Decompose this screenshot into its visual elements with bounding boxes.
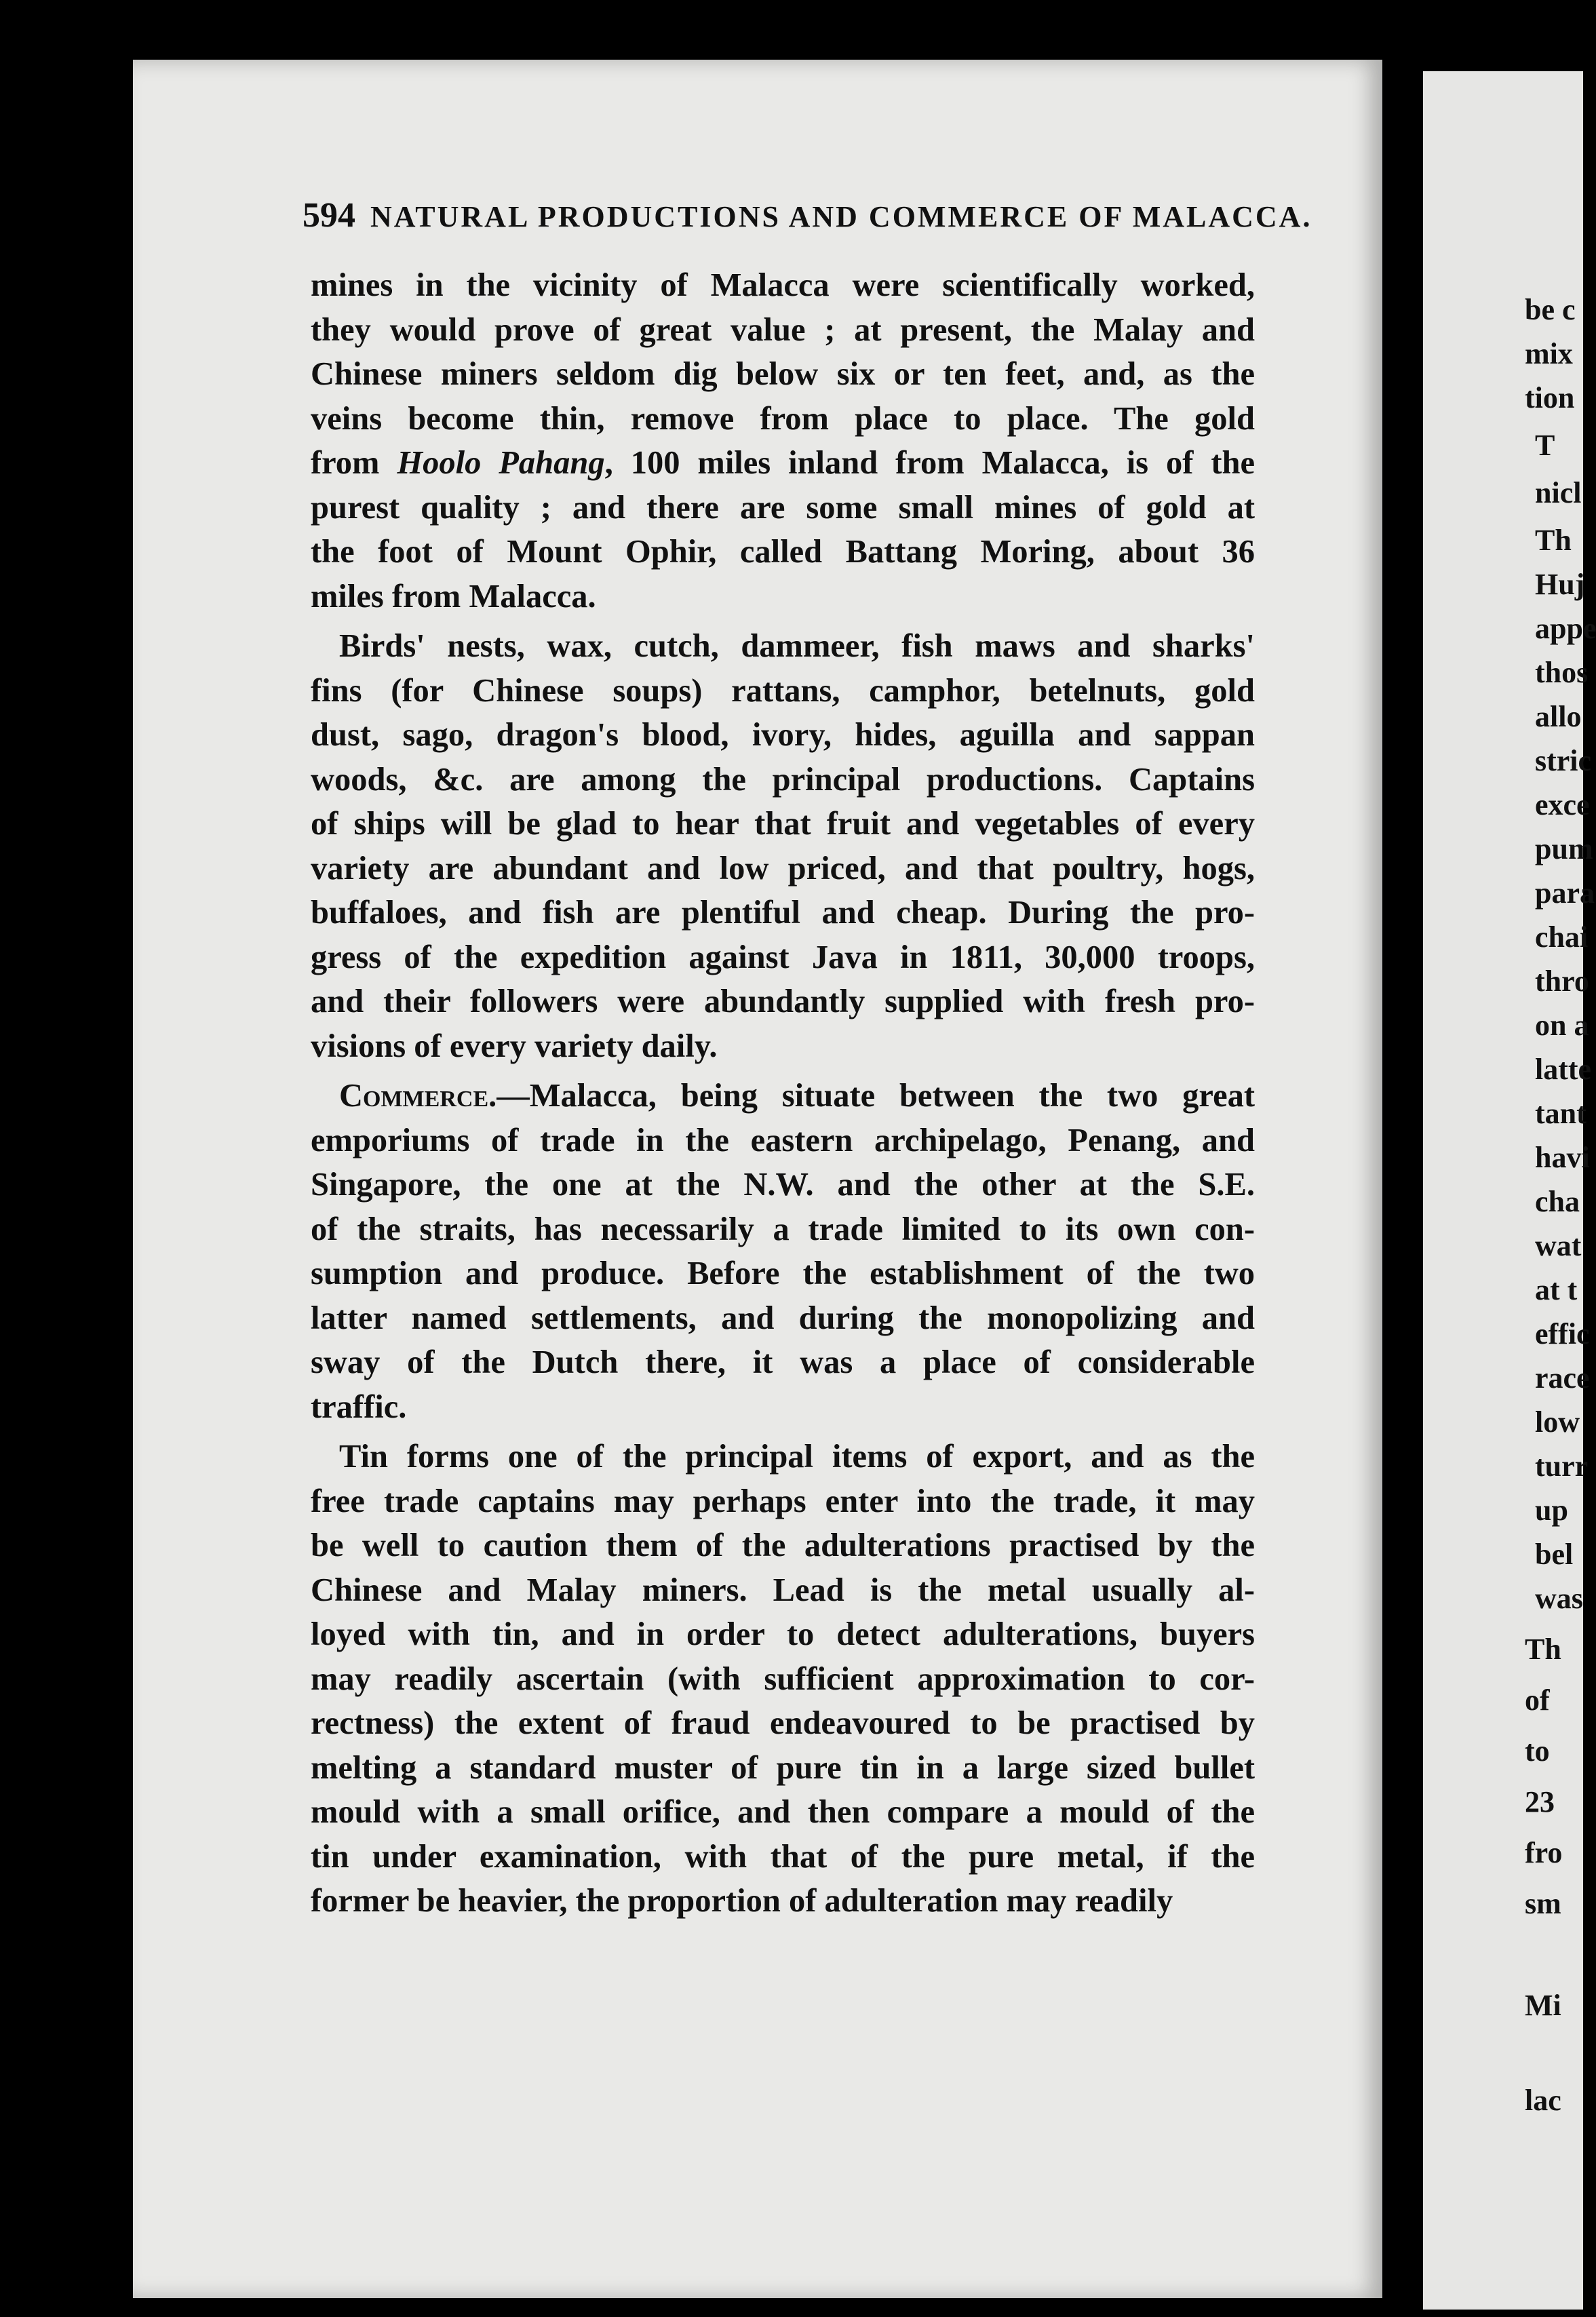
book-page (133, 60, 1382, 2298)
facing-page-fragment: up (1535, 1494, 1568, 1527)
text-line: Singapore, the one at the N.W. and the other at the S.E. (311, 1167, 1255, 1203)
facing-page-fragment: bel (1535, 1538, 1574, 1571)
running-header (303, 195, 1361, 235)
facing-page-fragment: chai (1535, 920, 1589, 954)
italic-place-name: Hoolo Pahang (397, 445, 605, 481)
facing-page-edge (1423, 71, 1596, 2310)
facing-page-fragment: at t (1535, 1273, 1578, 1306)
body-text (311, 263, 1255, 1924)
text-line: Birds' nests, wax, cutch, dammeer, fish maws and sharks' (339, 628, 1255, 664)
facing-page-fragment: turr (1535, 1449, 1589, 1483)
facing-page-fragment: lac (1525, 2084, 1561, 2117)
section-lead: Commerce. (339, 1078, 497, 1114)
text-line: from Hoolo Pahang, 100 miles inland from Malacca, is of the (311, 445, 1256, 481)
text-line: they would prove of great value ; at present, the Malay and (311, 311, 1255, 348)
facing-page-fragment: stric (1535, 744, 1592, 777)
facing-page-fragment: Th (1525, 1633, 1561, 1666)
text-line: the foot of Mount Ophir, called Battang Moring, about 36 (311, 534, 1255, 570)
text-line: be well to caution them of the adulterations practised by the (311, 1527, 1255, 1563)
text-line: Chinese and Malay miners. Lead is the metal usually al- (311, 1572, 1255, 1608)
text-line: dust, sago, dragon's blood, ivory, hides, aguilla and sappan (311, 717, 1255, 753)
book-gutter (1382, 0, 1423, 2317)
facing-page-fragment: tion (1525, 381, 1575, 414)
facing-page-fragment: tant (1535, 1097, 1587, 1130)
text-line: mines in the vicinity of Malacca were scientifically worked, (311, 267, 1255, 303)
facing-page-fragment: low (1535, 1405, 1580, 1439)
text-line: may readily ascertain (with sufficient approximation to cor- (311, 1660, 1255, 1697)
facing-page-fragment: fro (1525, 1836, 1563, 1869)
text-line: emporiums of trade in the eastern archipelago, Penang, and (311, 1122, 1255, 1158)
text-line: buffaloes, and fish are plentiful and cheap. During the pro- (311, 895, 1255, 931)
text-line: sway of the Dutch there, it was a place of considerable (311, 1344, 1255, 1380)
text-line: variety are abundant and low priced, and that poultry, hogs, (311, 850, 1255, 887)
paragraph (311, 1074, 1255, 1429)
facing-page-fragment: para (1535, 876, 1595, 910)
page-number: 594 (303, 196, 355, 235)
text-line: Commerce.—Malacca, being situate between the two great (339, 1078, 1255, 1114)
paragraph (311, 1435, 1255, 1924)
text-line: former be heavier, the proportion of adulteration may readily (311, 1883, 1173, 1919)
facing-page-fragment: Th (1535, 524, 1572, 557)
text-line: and their followers were abundantly supplied with fresh pro- (311, 984, 1255, 1019)
facing-page-fragment: effic (1535, 1317, 1590, 1350)
facing-page-fragment: be c (1525, 293, 1576, 326)
facing-page-fragment: Huj (1535, 568, 1585, 601)
facing-page-fragment: wat (1535, 1229, 1582, 1262)
facing-page-fragment: race (1535, 1361, 1590, 1395)
text-line: loyed with tin, and in order to detect adulterations, buyers (311, 1616, 1255, 1652)
text-line: rectness) the extent of fraud endeavoured to be practised by (311, 1705, 1255, 1741)
paragraph (311, 263, 1255, 619)
text-line: miles from Malacca. (311, 578, 596, 615)
text-line: purest quality ; and there are some small mines of gold at (311, 489, 1255, 526)
text-line: melting a standard muster of pure tin in a large sized bullet (311, 1749, 1255, 1786)
text-line: visions of every variety daily. (311, 1028, 718, 1064)
facing-page-fragment: 23 (1525, 1785, 1555, 1818)
text-line: tin under examination, with that of the pure metal, if the (311, 1838, 1255, 1875)
facing-page-fragment: exce (1535, 788, 1590, 821)
facing-page-fragment: latte (1535, 1053, 1592, 1086)
text-line: veins become thin, remove from place to place. The gold (311, 400, 1255, 437)
text-line: gress of the expedition against Java in 1811, 30,000 troops, (311, 939, 1255, 975)
facing-page-fragment: on a (1535, 1009, 1589, 1042)
text-line: of ships will be glad to hear that fruit and vegetables of every (311, 806, 1255, 842)
text-line: latter named settlements, and during the monopolizing and (311, 1300, 1255, 1336)
facing-page-fragment: thro (1535, 965, 1589, 998)
facing-page-fragment: thos (1535, 656, 1589, 689)
text-line: Chinese miners seldom dig below six or ten feet, and, as the (311, 356, 1255, 392)
text-line: fins (for Chinese soups) rattans, camphor, betelnuts, gold (311, 672, 1255, 709)
text-line: of the straits, has necessarily a trade limited to its own con- (311, 1211, 1255, 1247)
facing-page-fragment: T (1535, 429, 1555, 462)
facing-page-fragment: cha (1535, 1185, 1580, 1218)
text-line: mould with a small orifice, and then compare a mould of the (311, 1794, 1255, 1830)
facing-page-fragment: was (1535, 1582, 1583, 1615)
facing-page-fragment: havi (1535, 1141, 1590, 1174)
running-title: NATURAL PRODUCTIONS AND COMMERCE OF MALACCA. (370, 200, 1312, 233)
text-line: traffic. (311, 1388, 407, 1425)
text-line: woods, &c. are among the principal productions. Captains (311, 761, 1255, 798)
text-line: sumption and produce. Before the establishment of the two (311, 1255, 1255, 1291)
facing-page-fragment: to (1525, 1734, 1550, 1768)
paragraph (311, 624, 1255, 1068)
text-line: free trade captains may perhaps enter into the trade, it may (311, 1483, 1255, 1519)
facing-page-fragment: mix (1525, 337, 1573, 370)
facing-page-fragment: sm (1525, 1887, 1561, 1920)
facing-page-fragment: Mi (1525, 1989, 1561, 2022)
facing-page-fragment: pum (1535, 832, 1593, 865)
facing-page-fragment: appe (1535, 612, 1596, 645)
facing-page-fragment: nicl (1535, 476, 1582, 509)
facing-page-fragment: of (1525, 1683, 1550, 1717)
facing-page-fragment: allo (1535, 700, 1582, 733)
text-line: Tin forms one of the principal items of export, and as the (339, 1439, 1255, 1475)
